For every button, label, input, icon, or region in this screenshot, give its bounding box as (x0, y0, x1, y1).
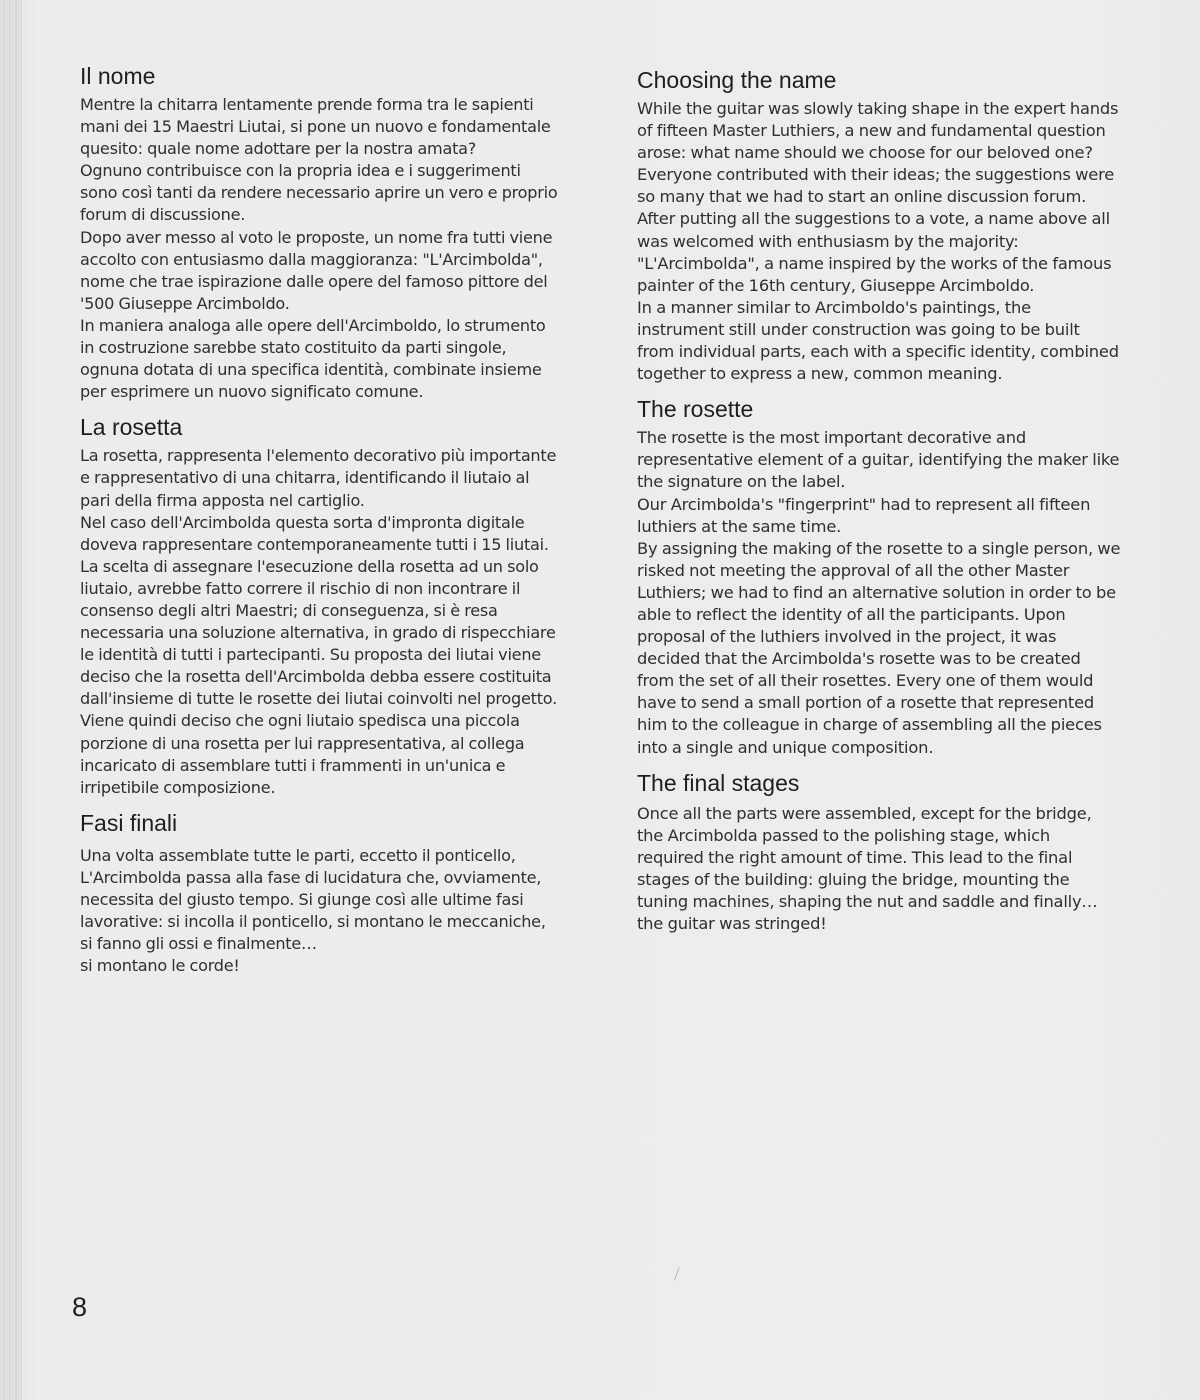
paragraph: Ognuno contribuisce con la propria idea e i suggerimenti sono così tanti da rendere necessario aprire un vero e proprio forum di discussione. (80, 161, 558, 225)
paragraph: Once all the parts were assembled, except for the bridge, the Arcimbolda passed to the polishing stage, which required the right amount of time. This lead to the final stages of the building: gluing the bridge, mounting the tuning machines, shaping the nut and saddle and finally…the guitar was stringed! (637, 803, 1098, 934)
section-la-rosetta (80, 413, 558, 799)
paragraph: Nel caso dell'Arcimbolda questa sorta d'impronta digitale doveva rappresentare contemporaneamente tutti i 15 liutai. (80, 512, 549, 554)
section-il-nome (80, 62, 558, 403)
section-heading: Fasi finali (80, 809, 178, 836)
english-column (637, 66, 1121, 945)
page-number: 8 (72, 1292, 88, 1322)
section-the-rosette (637, 395, 1121, 758)
paragraph: Una volta assemblate tutte le parti, eccetto il ponticello, L'Arcimbolda passa alla fase di lucidatura che, ovviamente, necessita del giusto tempo. Si giunge così alle ultime fasi lavorative: si incolla il ponticello, si montano le meccaniche, si fanno gli ossi e finalmente… (80, 845, 546, 954)
section-heading: The final stages (637, 769, 800, 796)
section-heading: Il nome (80, 63, 156, 89)
pencil-mark (674, 1267, 685, 1283)
paragraph: Dopo aver messo al voto le proposte, un nome fra tutti viene accolto con entusiasmo dalla maggioranza: "L'Arcimbolda", nome che trae ispirazione dalle opere del famoso pittore del '500 Giuseppe Arcimboldo. (80, 227, 553, 313)
paragraph: While the guitar was slowly taking shape in the expert hands of fifteen Master Luthiers, a new and fundamental question arose: what name should we choose for our beloved one? (637, 99, 1119, 163)
paragraph: In a manner similar to Arcimboldo's paintings, the instrument still under construction was going to be built from individual parts, each with a specific identity, combined together to express a new, common meaning. (637, 297, 1119, 384)
page-binding-edge (0, 0, 22, 1400)
section-choosing-the-name (637, 66, 1121, 385)
paragraph: The rosette is the most important decorative and representative element of a guitar, identifying the maker like the signature on the label. (637, 428, 1120, 492)
section-heading: Choosing the name (637, 67, 837, 93)
paragraph: La rosetta, rappresenta l'elemento decorativo più importante e rappresentativo di una chitarra, identificando il liutaio al pari della firma apposta nel cartiglio. (80, 446, 557, 510)
paragraph: si montano le corde! (80, 956, 240, 976)
paragraph: La scelta di assegnare l'esecuzione della rosetta ad un solo liutaio, avrebbe fatto correre il rischio di non incontrare il consenso degli altri Maestri; di conseguenza, si è resa necessaria una soluzione alternativa, in grado di rispecchiare le identità di tutti i partecipanti. Su proposta dei liutai viene deciso che la rosetta dell'Arcimbolda debba essere costituita dall'insieme di tutte le rosette dei liutai coinvolti nel progetto. Viene quindi deciso che ogni liutaio spedisca una piccola porzione di una rosetta per lui rappresentativa, al collega incaricato di assemblare tutti i frammenti in un'unica e irripetibile composizione. (80, 556, 557, 797)
paragraph: In maniera analoga alle opere dell'Arcimboldo, lo strumento in costruzione sarebbe stato costituito da parti singole, ognuna dotata di una specifica identità, combinate insieme per esprimere un nuovo significato comune. (80, 315, 546, 402)
paragraph: Everyone contributed with their ideas; the suggestions were so many that we had to start an online discussion forum. After putting all the suggestions to a vote, a name above all was welcomed with enthusiasm by the majority: "L'Arcimbolda", a name inspired by the works of the famous painter of the 16th century, Giuseppe Arcimboldo. (637, 165, 1115, 295)
section-heading: The rosette (637, 396, 754, 423)
italian-column (80, 62, 558, 987)
paragraph: Mentre la chitarra lentamente prende forma tra le sapienti mani dei 15 Maestri Liutai, si pone un nuovo e fondamentale quesito: quale nome adottare per la nostra amata? (80, 95, 551, 159)
section-fasi-finali (80, 809, 558, 978)
section-heading: La rosetta (80, 414, 183, 441)
paragraph: Our Arcimbolda's "fingerprint" had to represent all fifteen luthiers at the same time. (637, 494, 1091, 536)
section-the-final-stages (637, 769, 1121, 936)
paragraph: By assigning the making of the rosette to a single person, we risked not meeting the approval of all the other Master Luthiers; we had to find an alternative solution in order to be able to reflect the identity of all the participants. Upon proposal of the luthiers involved in the project, it was decided that the Arcimbolda's rosette was to be created from the set of all their rosettes. Every one of them would have to send a small portion of a rosette that represented him to the colleague in charge of assembling all the pieces into a single and unique composition. (637, 538, 1121, 757)
